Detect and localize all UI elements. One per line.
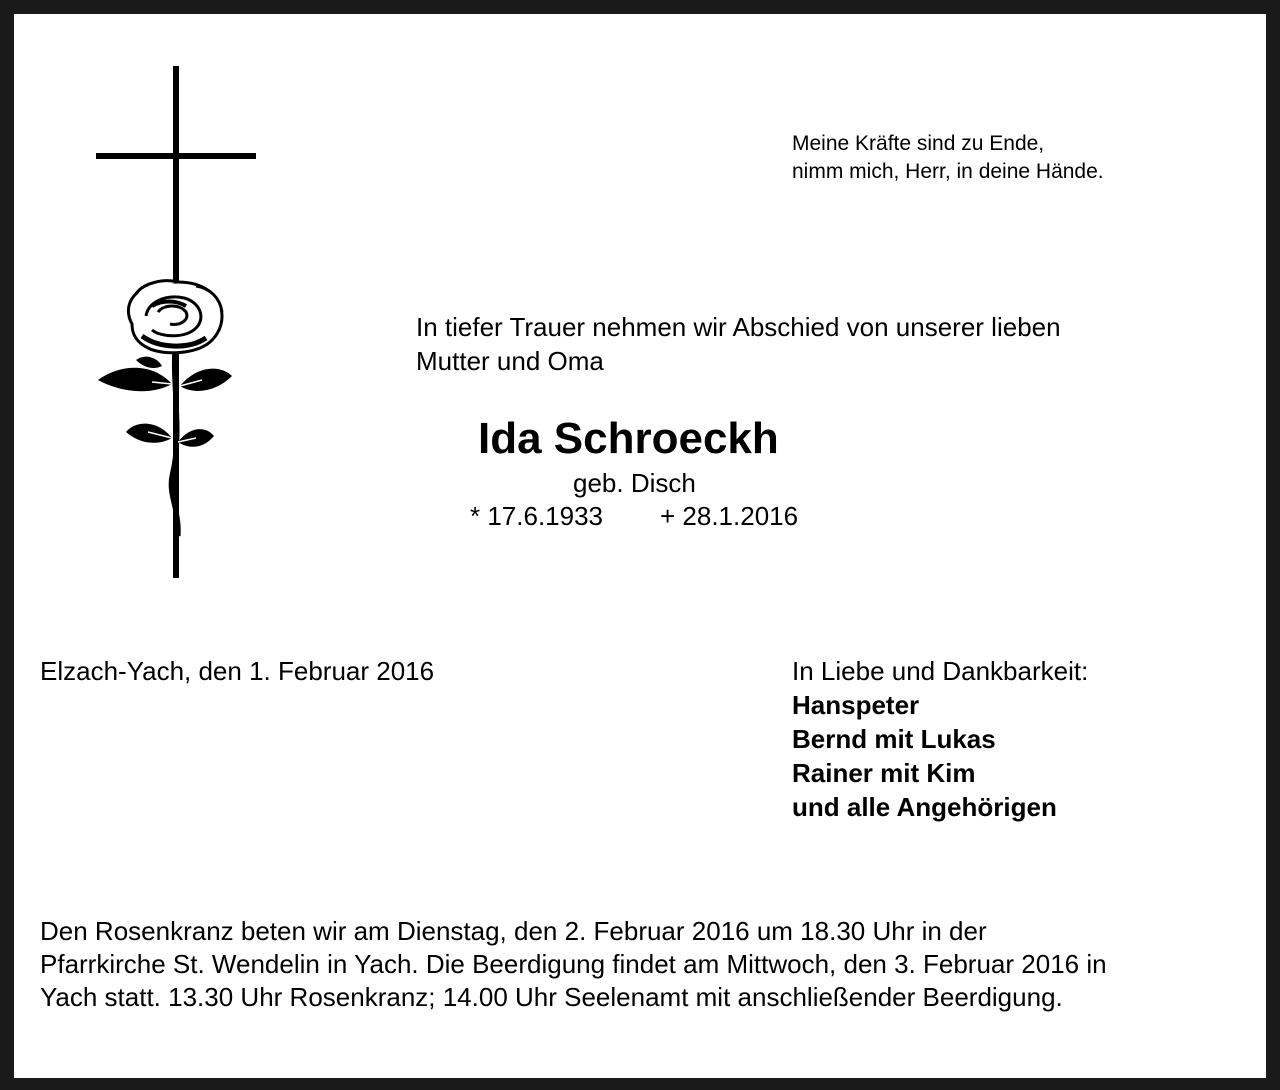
funeral-line-1: Den Rosenkranz beten wir am Dienstag, den 2. Februar 2016 um 18.30 Uhr in der: [40, 916, 987, 946]
deceased-name: Ida Schroeckh: [478, 414, 779, 463]
thanks-label: In Liebe und Dankbarkeit:: [792, 656, 1089, 686]
intro-line-2: Mutter und Oma: [416, 346, 604, 376]
cross-with-rose-icon: [92, 66, 262, 578]
mourner-item: und alle Angehörigen: [792, 792, 1057, 822]
place-and-date: Elzach-Yach, den 1. Februar 2016: [40, 656, 435, 686]
mourner-item: Bernd mit Lukas: [792, 724, 996, 754]
mourner-item: Hanspeter: [792, 690, 920, 720]
intro-text: [416, 310, 1061, 378]
birth-date: * 17.6.1933: [470, 501, 604, 531]
funeral-info: [40, 915, 1107, 1014]
mourners-list: [792, 688, 1057, 824]
motto-line-2: nimm mich, Herr, in deine Hände.: [792, 160, 1104, 183]
maiden-name: geb. Disch: [573, 468, 696, 498]
intro-line-1: In tiefer Trauer nehmen wir Abschied von unserer lieben: [416, 312, 1061, 342]
motto-verse: [792, 130, 1104, 186]
motto-line-1: Meine Kräfte sind zu Ende,: [792, 132, 1045, 155]
mourner-item: Rainer mit Kim: [792, 758, 976, 788]
funeral-line-3: Yach statt. 13.30 Uhr Rosenkranz; 14.00 Uhr Seelenamt mit anschließender Beerdigung.: [40, 982, 1063, 1012]
death-date: + 28.1.2016: [660, 501, 799, 531]
funeral-line-2: Pfarrkirche St. Wendelin in Yach. Die Beerdigung findet am Mittwoch, den 3. Februar 2016 in: [40, 949, 1107, 979]
